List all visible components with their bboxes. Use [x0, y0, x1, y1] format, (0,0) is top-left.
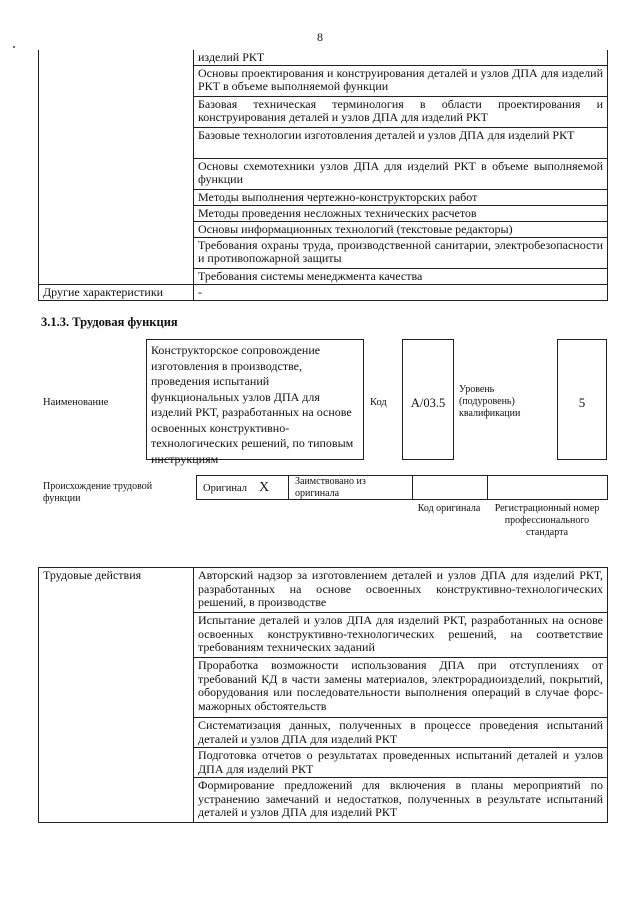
function-name-box: Конструкторское сопровождение изготовления в производстве, проведения испытаний функциональных узлов ДПА для изделий РКТ, разработанных на основе освоенных конструктивно-технологических решений, по типовым инструкциям	[146, 339, 364, 460]
reg-number-caption: Регистрационный номер профессионального стандарта	[494, 503, 600, 538]
table-cell: Методы выполнения чертежно-конструкторских работ	[194, 189, 608, 205]
origin-label: Происхождение трудовой функции	[43, 481, 153, 504]
actions-table	[38, 567, 608, 823]
level-value: 5	[578, 395, 586, 410]
action-cell: Подготовка отчетов о результатах проведенных испытаний деталей и узлов ДПА для изделий РКТ	[194, 748, 608, 778]
actions-label: Трудовые действия	[39, 568, 194, 823]
table-cell: изделий РКТ	[194, 50, 608, 65]
borrowed-label: Заимствовано из оригинала	[295, 476, 366, 499]
action-cell: Проработка возможности использования ДПА при отступлениях от требований КД в части замены материалов, электрорадиоизделий, покрытий, оборудования или последовательности выполнения операций в случае форс-мажорных обстоятельств	[194, 658, 608, 718]
other-characteristics-value: -	[194, 284, 608, 300]
code-box	[402, 339, 454, 460]
table-cell: Основы схемотехники узлов ДПА для изделий РКТ в объеме выполняемой функции	[194, 158, 608, 189]
divider	[487, 476, 488, 499]
code-label: Код	[370, 397, 387, 408]
table-cell: Требования охраны труда, производственной санитарии, электробезопасности и противопожарной защиты	[194, 237, 608, 268]
origin-box	[196, 475, 608, 500]
page-number: 8	[317, 30, 323, 44]
table-cell: Методы проведения несложных технических расчетов	[194, 205, 608, 221]
action-cell: Систематизация данных, полученных в процессе проведения испытаний деталей и узлов ДПА для изделий РКТ	[194, 718, 608, 748]
divider	[412, 476, 413, 499]
other-characteristics-label: Другие характеристики	[39, 284, 194, 300]
level-label: Уровень (подуровень) квалификации	[459, 384, 521, 419]
original-label: Оригинал	[203, 483, 247, 494]
code-original-caption: Код оригинала	[417, 503, 481, 514]
name-label: Наименование	[43, 397, 109, 408]
action-cell: Испытание деталей и узлов ДПА для изделий РКТ, разработанных на основе освоенных конструктивно-технологических решений, на соответствие требованиям технических заданий	[194, 613, 608, 658]
table-cell: Базовые технологии изготовления деталей и узлов ДПА для изделий РКТ	[194, 127, 608, 158]
table-cell: Основы проектирования и конструирования деталей и узлов ДПА для изделий РКТ в объеме выполняемой функции	[194, 65, 608, 96]
table-cell: Основы информационных технологий (текстовые редакторы)	[194, 221, 608, 237]
knowledge-table	[38, 50, 608, 301]
table-cell: Требования системы менеджмента качества	[194, 268, 608, 284]
level-box	[557, 339, 607, 460]
table-cell: Базовая техническая терминология в области проектирования и конструирования деталей и узлов ДПА для изделий РКТ	[194, 96, 608, 127]
action-cell: Формирование предложений для включения в планы мероприятий по устранению замечаний и недостатков, полученных в результате испытаний деталей и узлов ДПА для изделий РКТ	[194, 778, 608, 823]
scan-speck	[13, 46, 15, 48]
code-value: A/03.5	[410, 396, 446, 410]
original-mark: X	[259, 480, 270, 495]
original-cell	[197, 476, 289, 499]
table-left-blank	[39, 50, 194, 284]
action-cell: Авторский надзор за изготовлением деталей и узлов ДПА для изделий РКТ, разработанных на основе освоенных конструктивно-технологических решений, в производстве	[194, 568, 608, 613]
section-heading: 3.1.3. Трудовая функция	[41, 315, 178, 329]
